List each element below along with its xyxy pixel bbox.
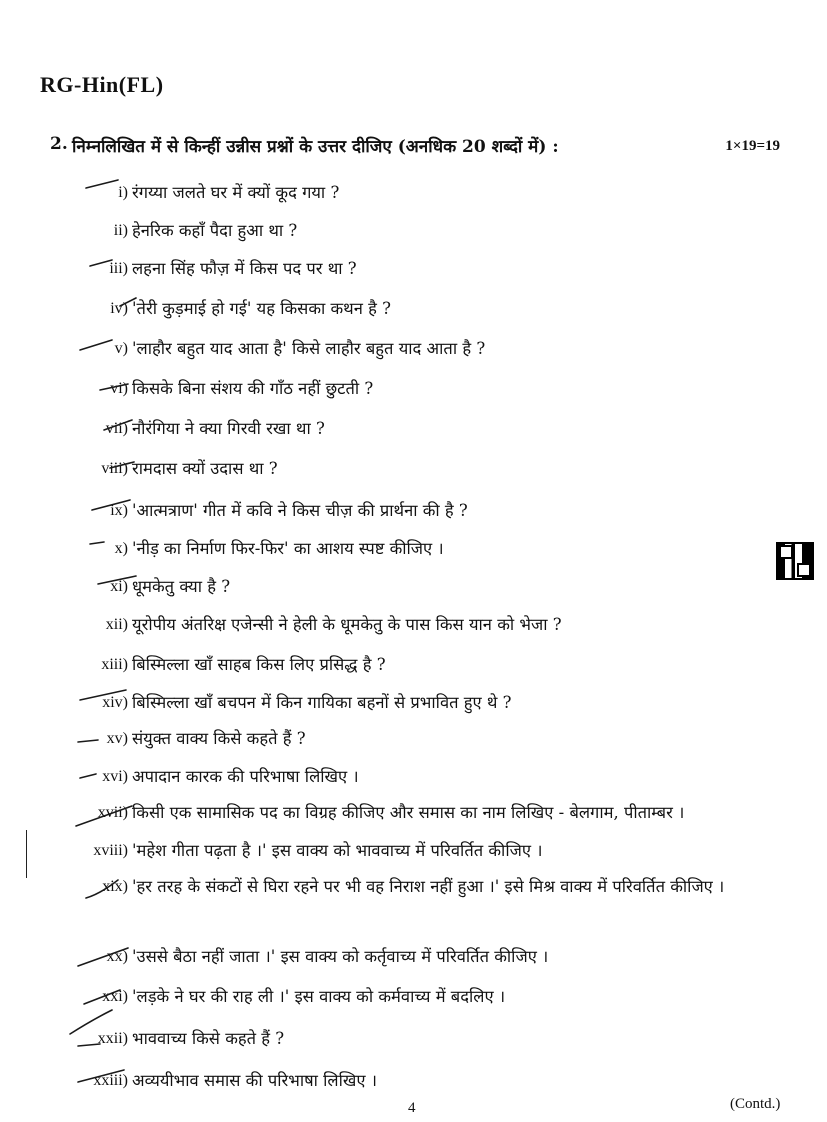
item-number: xiii) [101, 656, 128, 673]
item-number: v) [114, 340, 128, 357]
item-text: 'आत्मत्राण' गीत में कवि ने किस चीज़ की प्रार्थना की है ? [132, 501, 468, 520]
item-text: रामदास क्यों उदास था ? [132, 459, 278, 478]
item-text: 'लड़के ने घर की राह ली ।' इस वाक्य को कर्मवाच्य में बदलिए । [132, 987, 506, 1006]
question-header [50, 134, 780, 158]
item-number: iii) [109, 260, 128, 277]
page-number: 4 [408, 1100, 416, 1116]
item-number: ix) [110, 502, 128, 519]
item-text: 'नीड़ का निर्माण फिर-फिर' का आशय स्पष्ट कीजिए । [132, 539, 444, 558]
item-number: iv) [110, 300, 128, 317]
contd-label: (Contd.) [730, 1096, 781, 1112]
item-text: नौरंगिया ने क्या गिरवी रखा था ? [132, 419, 325, 438]
item-number: xviii) [93, 842, 128, 859]
paper-code: RG-Hin(FL) [40, 72, 164, 97]
item-number: xxiii) [93, 1072, 128, 1089]
item-text: 'लाहौर बहुत याद आता है' किसे लाहौर बहुत याद आता है ? [132, 339, 486, 358]
item-number: xvii) [97, 804, 128, 821]
item-text: धूमकेतु क्या है ? [132, 577, 231, 596]
item-text: रंगय्या जलते घर में क्यों कूद गया ? [132, 183, 340, 202]
item-number: xix) [102, 878, 128, 895]
item-text: संयुक्त वाक्य किसे कहते हैं ? [132, 729, 306, 748]
item-text: बिस्मिल्ला खाँ बचपन में किन गायिका बहनों से प्रभावित हुए थे ? [132, 693, 512, 712]
item-text: 'हर तरह के संकटों से घिरा रहने पर भी वह निराश नहीं हुआ ।' इसे मिश्र वाक्य में परिवर्तित कीजिए । [132, 877, 725, 896]
item-number: xii) [105, 616, 128, 633]
item-text: अपादान कारक की परिभाषा लिखिए । [132, 767, 359, 786]
item-text: 'तेरी कुड़माई हो गई' यह किसका कथन है ? [132, 299, 391, 318]
item-text: अव्ययीभाव समास की परिभाषा लिखिए । [132, 1071, 378, 1090]
item-text: बिस्मिल्ला खाँ साहब किस लिए प्रसिद्ध है ? [132, 655, 386, 674]
item-number: xv) [106, 730, 128, 747]
question-marks: 1×19=19 [725, 138, 780, 154]
item-number: vi) [110, 380, 128, 397]
margin-mark [26, 830, 27, 878]
item-number: xxi) [102, 988, 128, 1005]
item-text: 'उससे बैठा नहीं जाता ।' इस वाक्य को कर्तृवाच्य में परिवर्तित कीजिए । [132, 947, 549, 966]
item-number: xxii) [97, 1030, 128, 1047]
item-number: ii) [113, 222, 128, 239]
item-text: किसके बिना संशय की गाँठ नहीं छुटती ? [132, 379, 374, 398]
item-text: हेनरिक कहाँ पैदा हुआ था ? [132, 221, 298, 240]
item-text: भाववाच्य किसे कहते हैं ? [132, 1029, 285, 1048]
question-number: 2. [50, 134, 68, 154]
item-number: xx) [106, 948, 128, 965]
item-number: i) [118, 184, 128, 201]
qr-code [776, 542, 814, 580]
item-text: यूरोपीय अंतरिक्ष एजेन्सी ने हेली के धूमकेतु के पास किस यान को भेजा ? [132, 615, 562, 634]
item-number: xiv) [102, 694, 128, 711]
item-text: किसी एक सामासिक पद का विग्रह कीजिए और समास का नाम लिखिए - बेलगाम, पीताम्बर । [132, 803, 685, 822]
item-number: x) [114, 540, 128, 557]
item-number: viii) [101, 460, 128, 477]
item-text: 'महेश गीता पढ़ता है ।' इस वाक्य को भाववाच्य में परिवर्तित कीजिए । [132, 841, 543, 860]
item-number: xi) [110, 578, 128, 595]
question-instruction: निम्नलिखित में से किन्हीं उन्नीस प्रश्नों के उत्तर दीजिए (अनधिक 20 शब्दों में) : [72, 137, 559, 157]
item-number: vii) [105, 420, 128, 437]
item-text: लहना सिंह फौज़ में किस पद पर था ? [132, 259, 357, 278]
item-number: xvi) [102, 768, 128, 785]
